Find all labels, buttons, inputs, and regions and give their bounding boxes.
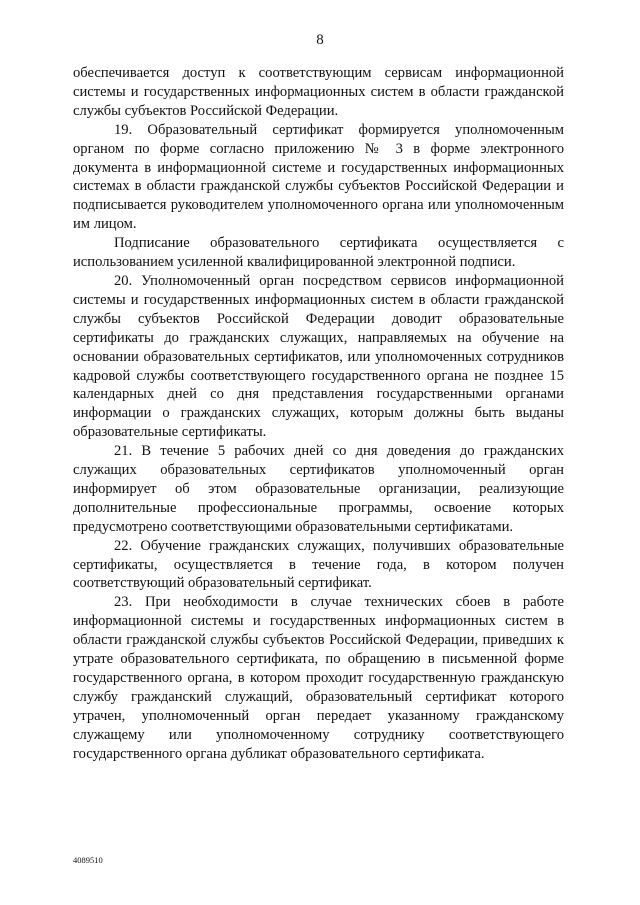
paragraph-22: 22. Обучение гражданских служащих, получивших образовательные сертификаты, осуществляется в течение года, в котором получен соответствующий образовательный сертификат. — [73, 537, 564, 592]
paragraph-23: 23. При необходимости в случае технических сбоев в работе информационной системы и государственных информационных систем в области гражданской службы субъектов Российской Федерации, приведших к утрате образовательного сертификата, по обращению в письменной форме государственного органа, в котором проходит государственную гражданскую службу гражданский служащий, образовательный сертификат которого утрачен, уполномоченный орган передает указанному гражданскому служащему или уполномоченному сотруднику соответствующего государственного органа дубликат образовательного сертификата. — [73, 594, 564, 762]
paragraph-continuation: обеспечивается доступ к соответствующим сервисам информационной системы и государственных информационных систем в области гражданской службы субъектов Российской Федерации. — [73, 65, 564, 119]
paragraph-signing: Подписание образовательного сертификата осуществляется с использованием усиленной квалифицированной электронной подписи. — [73, 235, 564, 271]
paragraph-20: 20. Уполномоченный орган посредством сервисов информационной системы и государственных информационных систем в области гражданской службы субъектов Российской Федерации доводит образовательные сертификаты до гражданских служащих, направляемых на обучение на основании образовательных сертификатов, или уполномоченных сотрудников кадровой службы соответствующего государственного органа не позднее 15 календарных дней со дня представления государственными органами информации о гражданских служащих, которым должны быть выданы образовательные сертификаты. — [73, 272, 564, 441]
document-body — [73, 64, 564, 764]
document-code: 4089510 — [73, 855, 103, 865]
page-number: 8 — [316, 32, 324, 48]
paragraph-19: 19. Образовательный сертификат формируется уполномоченным органом по форме согласно приложению № 3 в форме электронного документа в информационной системе и государственных информационных системах в области гражданской службы субъектов Российской Федерации и подписывается руководителем уполномоченного органа или уполномоченным им лицом. — [73, 121, 564, 233]
paragraph-21: 21. В течение 5 рабочих дней со дня доведения до гражданских служащих образовательных сертификатов уполномоченный орган информирует об этом образовательные организации, реализующие дополнительные профессиональные программы, освоение которых предусмотрено соответствующими образовательными сертификатами. — [73, 443, 564, 535]
